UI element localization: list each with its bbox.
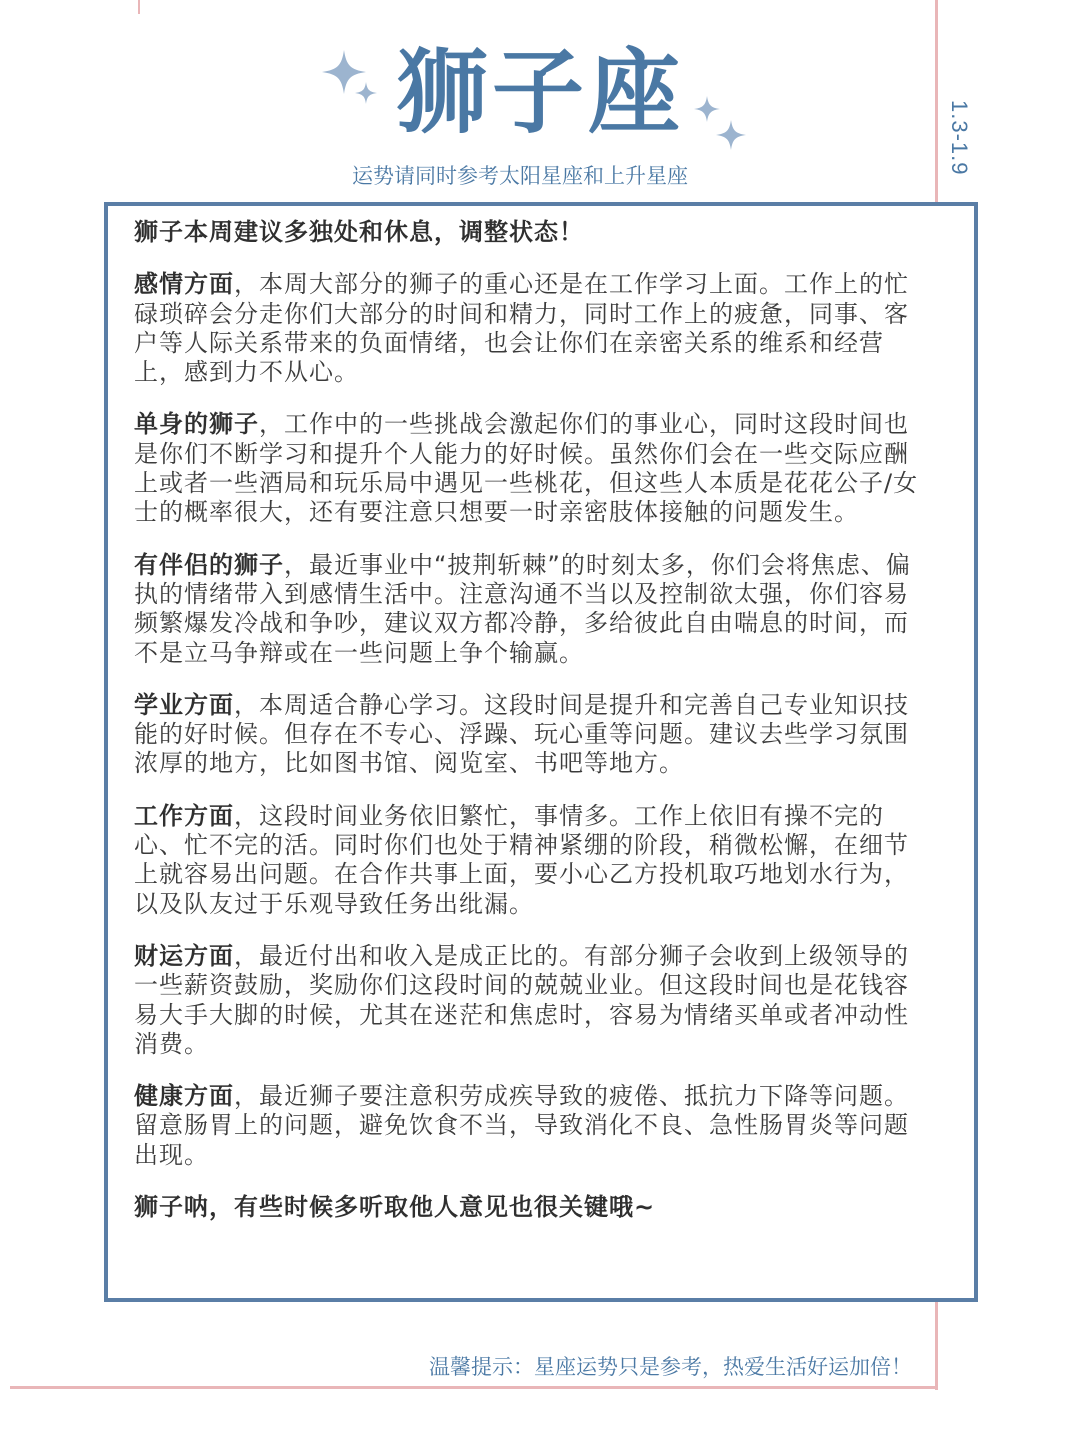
pink-horizontal-line	[10, 1386, 938, 1389]
section-text: ，本周适合静心学习。这段时间是提升和完善自己专业知识技能的好时候。但存在不专心、浮躁、玩心重等问题。建议去些学习氛围浓厚的地方，比如图书馆、阅览室、书吧等地方。	[134, 690, 909, 778]
page-title: 狮子座	[395, 39, 684, 146]
section-lead: 工作方面	[134, 801, 234, 830]
section-single	[134, 410, 924, 527]
section-health	[134, 1082, 924, 1170]
closing-line: 狮子呐，有些时候多听取他人意见也很关键哦~	[134, 1193, 656, 1222]
date-range: 1.3-1.9	[947, 100, 972, 176]
section-study	[134, 691, 924, 779]
section-lead: 感情方面	[134, 270, 234, 299]
section-lead: 财运方面	[134, 941, 234, 970]
section-text: ，最近事业中“披荆斩棘”的时刻太多，你们会将焦虑、偏执的情绪带入到感情生活中。注意沟通不当以及控制欲太强，你们容易频繁爆发冷战和争吵，建议双方都冷静，多给彼此自由喘息的时间，而不是立马争辩或在一些问题上争个输赢。	[134, 550, 911, 667]
headline: 狮子本周建议多独处和休息，调整状态！	[134, 218, 584, 246]
section-partnered	[134, 551, 924, 668]
subtitle: 运势请同时参考太阳星座和上升星座	[352, 164, 688, 188]
section-lead: 有伴侣的狮子	[134, 550, 284, 579]
horoscope-content	[134, 218, 924, 1245]
section-wealth	[134, 942, 924, 1059]
section-lead: 单身的狮子	[134, 410, 259, 439]
section-love	[134, 270, 924, 387]
section-work	[134, 802, 924, 919]
section-text: ，这段时间业务依旧繁忙，事情多。工作上依旧有操不完的心、忙不完的活。同时你们也处于精神紧绷的阶段，稍微松懈，在细节上就容易出问题。在合作共事上面，要小心乙方投机取巧地划水行为，以及队友过于乐观导致任务出纰漏。	[134, 801, 909, 918]
section-lead: 健康方面	[134, 1082, 234, 1111]
section-text: ，本周大部分的狮子的重心还是在工作学习上面。工作上的忙碌琐碎会分走你们大部分的时间和精力，同时工作上的疲惫，同事、客户等人际关系带来的负面情绪，也会让你们在亲密关系的维系和经营上，感到力不从心。	[134, 270, 909, 387]
section-text: ，工作中的一些挑战会激起你们的事业心，同时这段时间也是你们不断学习和提升个人能力的好时候。虽然你们会在一些交际应酬上或者一些酒局和玩乐局中遇见一些桃花，但这些人本质是花花公子/女士的概率很大，还有要注意只想要一时亲密肢体接触的问题发生。	[134, 410, 919, 527]
footer-tip: 温馨提示：星座运势只是参考，热爱生活好运加倍！	[429, 1355, 912, 1379]
decorative-tick	[138, 0, 140, 14]
section-text: ，最近狮子要注意积劳成疾导致的疲倦、抵抗力下降等问题。留意肠胃上的问题，避免饮食不当，导致消化不良、急性肠胃炎等问题出现。	[134, 1082, 909, 1169]
section-text: ，最近付出和收入是成正比的。有部分狮子会收到上级领导的一些薪资鼓励，奖励你们这段时间的兢兢业业。但这段时间也是花钱容易大手大脚的时候，尤其在迷茫和焦虑时，容易为情绪买单或者冲动性消费。	[134, 941, 909, 1058]
section-lead: 学业方面	[134, 690, 234, 719]
